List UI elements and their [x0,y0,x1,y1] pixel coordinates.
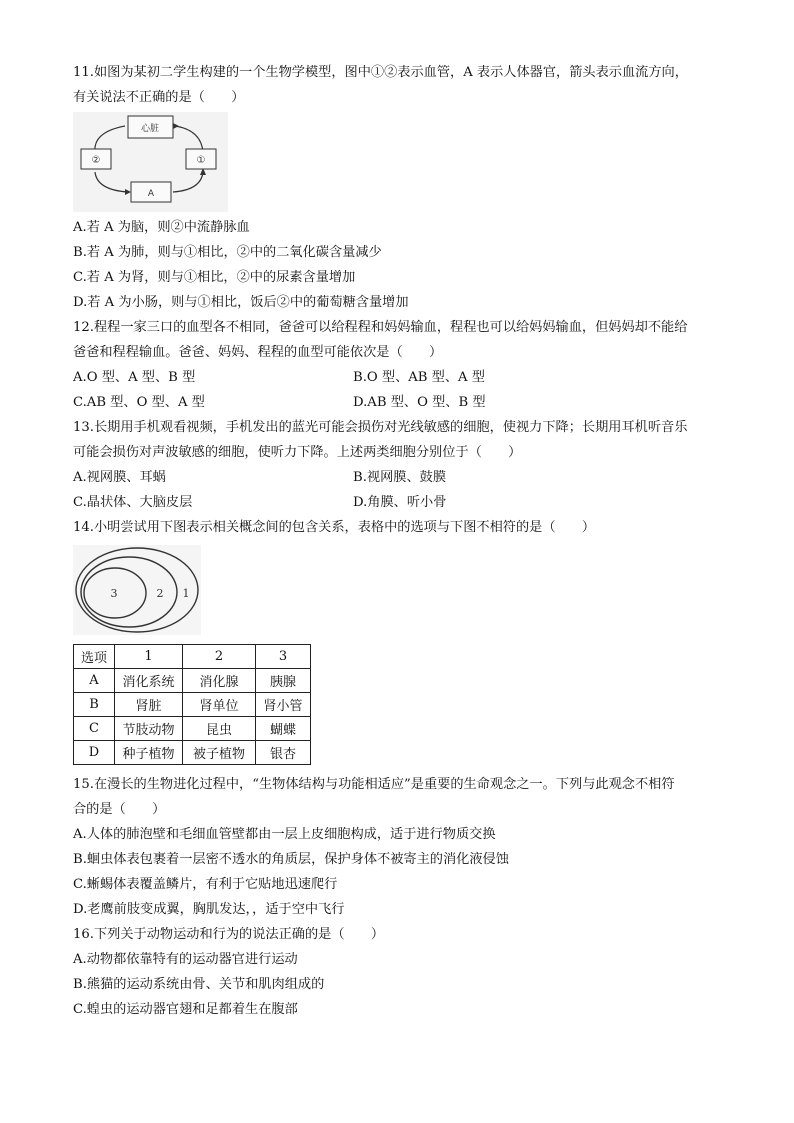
table-header-row [74,645,311,669]
q11-diagram-svg [73,112,228,212]
table-cell: 被子植物 [183,741,256,765]
table-row [74,717,311,741]
table-cell: 消化系统 [115,669,183,693]
q12-option-a: A.O 型、A 型、B 型 [73,370,196,385]
table-cell: 节肢动物 [115,717,183,741]
vessel2-label: ② [91,155,101,166]
q13-option-c: C.晶状体、大脑皮层 [73,495,193,510]
table-cell: 银杏 [256,741,311,765]
q12-stem-line1: 12.程程一家三口的血型各不相同，爸爸可以给程程和妈妈输血，程程也可以给妈妈输血，但妈妈却不能给 [73,320,688,335]
table-header-cell: 3 [256,645,311,669]
organ-a-label: A [147,189,155,199]
table-cell: 肾脏 [115,693,183,717]
q14-nested-ellipses-diagram [73,545,201,635]
q14-options-table [73,644,311,765]
table-cell: B [74,693,115,717]
q11-option-a: A.若 A 为脑，则②中流静脉血 [73,220,250,235]
q16-option-a: A.动物都依靠特有的运动器官进行运动 [73,952,298,967]
q15-stem-line2: 合的是（ ） [73,802,166,817]
table-header-cell: 1 [115,645,183,669]
table-cell: 消化腺 [183,669,256,693]
q13-option-d: D.角膜、听小骨 [353,495,447,510]
table-cell: C [74,717,115,741]
table-cell: 肾单位 [183,693,256,717]
q12-stem-line2: 爸爸和程程输血。爸爸、妈妈、程程的血型可能依次是（ ） [73,345,443,360]
q12-option-c: C.AB 型、O 型、A 型 [73,395,205,410]
table-header-cell: 2 [183,645,256,669]
table-cell: 胰腺 [256,669,311,693]
q13-stem-line2: 可能会损伤对声波敏感的细胞，使听力下降。上述两类细胞分别位于（ ） [73,445,522,460]
q11-option-d: D.若 A 为小肠，则与①相比，饭后②中的葡萄糖含量增加 [73,295,409,310]
q15-stem-line1: 15.在漫长的生物进化过程中，“生物体结构与功能相适应”是重要的生命观念之一。下列与此观念不相符 [73,777,675,792]
q11-stem-line1: 11.如图为某初二学生构建的一个生物学模型，图中①②表示血管，A 表示人体器官，箭头表示血流方向， [73,65,688,80]
q12-option-d: D.AB 型、O 型、B 型 [353,395,486,410]
q14-diagram-svg [73,545,201,635]
heart-label: 心脏 [140,124,160,134]
table-header-cell: 选项 [74,645,115,669]
table-cell: 蝴蝶 [256,717,311,741]
q16-option-b: B.熊猫的运动系统由骨、关节和肌肉组成的 [73,977,325,992]
table-row [74,741,311,765]
q13-option-b: B.视网膜、鼓膜 [353,470,447,485]
table-cell: D [74,741,115,765]
table-cell: A [74,669,115,693]
q14-stem-line1: 14.小明尝试用下图表示相关概念间的包含关系，表格中的选项与下图不相符的是（ ） [73,520,596,535]
q11-option-c: C.若 A 为肾，则与①相比，②中的尿素含量增加 [73,270,356,285]
table-cell: 昆虫 [183,717,256,741]
q16-option-c: C.蝗虫的运动器官翅和足都着生在腹部 [73,1002,298,1017]
table-row [74,693,311,717]
table-row [74,669,311,693]
vessel1-label: ① [196,155,206,166]
table-cell: 肾小管 [256,693,311,717]
ellipse-middle-label: 2 [156,587,164,600]
q13-option-a: A.视网膜、耳蜗 [73,470,166,485]
q16-stem-line1: 16.下列关于动物运动和行为的说法正确的是（ ） [73,927,385,942]
table-cell: 种子植物 [115,741,183,765]
q15-option-b: B.蛔虫体表包裹着一层密不透水的角质层，保护身体不被寄主的消化液侵蚀 [73,852,509,867]
q11-blood-circulation-diagram [73,112,228,212]
q12-option-b: B.O 型、AB 型、A 型 [353,370,485,385]
q15-option-c: C.蜥蜴体表覆盖鳞片，有利于它贴地迅速爬行 [73,877,338,892]
q11-option-b: B.若 A 为肺，则与①相比，②中的二氧化碳含量减少 [73,245,382,260]
q15-option-d: D.老鹰前肢变成翼，胸肌发达，，适于空中飞行 [73,902,345,917]
ellipse-outer-label: 1 [182,587,190,600]
q11-stem-line2: 有关说法不正确的是（ ） [73,90,245,105]
q13-stem-line1: 13.长期用手机观看视频，手机发出的蓝光可能会损伤对光线敏感的细胞，使视力下降；长期用耳机听音乐 [73,420,688,435]
ellipse-inner-label: 3 [110,587,118,600]
q15-option-a: A.人体的肺泡壁和毛细血管壁都由一层上皮细胞构成，适于进行物质交换 [73,827,496,842]
